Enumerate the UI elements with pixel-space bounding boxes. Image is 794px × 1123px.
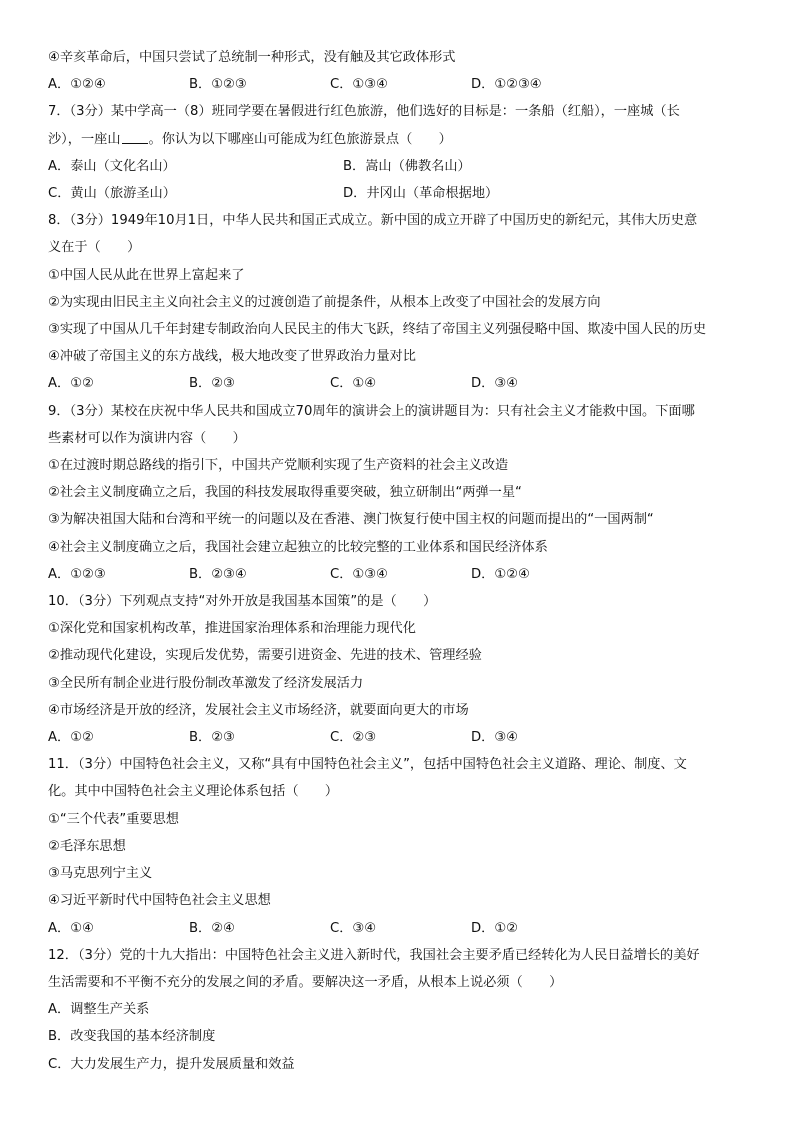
statement-line: ③实现了中国从几千年封建专制政治向人民民主的伟大飞跃，终结了帝国主义列强侵略中国、欺凌中国人民的历史 xyxy=(48,322,707,338)
question-stem-line: 8．（3分）1949年10月1日，中华人民共和国正式成立。新中国的成立开辟了中国历史的新纪元，其伟大历史意 xyxy=(48,213,698,229)
question-10 xyxy=(48,588,754,751)
option-a[interactable]: A．①② xyxy=(48,376,94,392)
statement-line: ④辛亥革命后，中国只尝试了总统制一种形式，没有触及其它政体形式 xyxy=(48,50,456,65)
stem-text: 沙），一座山 xyxy=(48,131,121,147)
answer-options xyxy=(48,153,754,180)
question-6-tail xyxy=(48,44,754,98)
question-9 xyxy=(48,398,754,588)
statement-line: ②社会主义制度确立之后，我国的科技发展取得重要突破，独立研制出“两弹一星“ xyxy=(48,485,522,501)
statement-line: ②毛泽东思想 xyxy=(48,838,126,854)
question-stem-line: 12．（3分）党的十九大指出：中国特色社会主义进入新时代，我国社会主要矛盾已经转化为人民日益增长的美好 xyxy=(48,947,700,963)
answer-options xyxy=(48,561,754,588)
question-12 xyxy=(48,942,754,1078)
option-d[interactable]: D．①②③④ xyxy=(471,77,542,93)
statement-line: ④社会主义制度确立之后，我国社会建立起独立的比较完整的工业体系和国民经济体系 xyxy=(48,539,548,555)
option-a[interactable]: A．调整生产关系 xyxy=(48,1002,150,1018)
option-a[interactable]: A．①④ xyxy=(48,920,94,936)
answer-options xyxy=(48,370,754,397)
statement-line: ④市场经济是开放的经济，发展社会主义市场经济，就要面向更大的市场 xyxy=(48,702,469,718)
question-stem-line: 义在于（ ） xyxy=(48,240,141,256)
statement-line: ④习近平新时代中国特色社会主义思想 xyxy=(48,893,271,909)
option-c[interactable]: C．①③④ xyxy=(330,77,388,93)
statement-line: ②推动现代化建设，实现后发优势，需要引进资金、先进的技术、管理经验 xyxy=(48,648,482,664)
question-stem-line: 化。其中中国特色社会主义理论体系包括（ ） xyxy=(48,784,339,800)
option-b[interactable]: B．②③④ xyxy=(189,566,247,582)
option-d[interactable]: D．③④ xyxy=(471,730,518,746)
option-d[interactable]: D．井冈山（革命根据地） xyxy=(343,186,499,202)
option-d[interactable]: D．①② xyxy=(471,920,518,936)
statement-line: ①中国人民从此在世界上富起来了 xyxy=(48,267,245,283)
statement-line: ①深化党和国家机构改革，推进国家治理体系和治理能力现代化 xyxy=(48,621,416,637)
option-c[interactable]: C．大力发展生产力，提升发展质量和效益 xyxy=(48,1056,295,1072)
option-b[interactable]: B．②③ xyxy=(189,376,235,392)
option-c[interactable]: C．③④ xyxy=(330,920,377,936)
answer-options xyxy=(48,915,754,942)
option-a[interactable]: A．①② xyxy=(48,730,94,746)
question-stem-line: 些素材可以作为演讲内容（ ） xyxy=(48,430,246,446)
fill-in-blank xyxy=(122,129,148,144)
statement-line: ②为实现由旧民主主义向社会主义的过渡创造了前提条件，从根本上改变了中国社会的发展方向 xyxy=(48,294,601,310)
option-b[interactable]: B．改变我国的基本经济制度 xyxy=(48,1029,216,1045)
question-stem-line: 9．（3分）某校在庆祝中华人民共和国成立70周年的演讲会上的演讲题目为：只有社会主义才能救中国。下面哪 xyxy=(48,403,695,419)
question-stem-line: 10．（3分）下列观点支持“对外开放是我国基本国策”的是（ ） xyxy=(48,594,437,610)
question-8 xyxy=(48,207,754,397)
option-c[interactable]: C．①③④ xyxy=(330,566,388,582)
option-b[interactable]: B．嵩山（佛教名山） xyxy=(343,158,471,174)
answer-options xyxy=(48,724,754,751)
question-stem-line: 生活需要和不平衡不充分的发展之间的矛盾。要解决这一矛盾，从根本上说必须（ ） xyxy=(48,974,563,990)
statement-line: ①在过渡时期总路线的指引下，中国共产党顺利实现了生产资料的社会主义改造 xyxy=(48,458,509,474)
option-b[interactable]: B．①②③ xyxy=(189,77,247,93)
statement-line: ③全民所有制企业进行股份制改革激发了经济发展活力 xyxy=(48,675,364,691)
question-stem-line: 7．（3分）某中学高一（8）班同学要在暑假进行红色旅游，他们选好的目标是：一条船（红船），一座城（长 xyxy=(48,104,680,120)
question-11 xyxy=(48,751,754,941)
option-c[interactable]: C．①④ xyxy=(330,376,377,392)
answer-options xyxy=(48,180,754,207)
option-a[interactable]: A．①②③ xyxy=(48,566,106,582)
option-c[interactable]: C．②③ xyxy=(330,730,377,746)
answer-options xyxy=(48,71,754,98)
option-a[interactable]: A．泰山（文化名山） xyxy=(48,158,176,174)
question-stem-line xyxy=(48,126,754,153)
statement-line: ①“三个代表”重要思想 xyxy=(48,811,179,827)
question-stem-line: 11．（3分）中国特色社会主义，又称“具有中国特色社会主义”，包括中国特色社会主义道路、理论、制度、文 xyxy=(48,757,687,773)
option-d[interactable]: D．③④ xyxy=(471,376,518,392)
option-b[interactable]: B．②④ xyxy=(189,920,235,936)
option-d[interactable]: D．①②④ xyxy=(471,566,530,582)
option-a[interactable]: A．①②④ xyxy=(48,77,106,93)
option-c[interactable]: C．黄山（旅游圣山） xyxy=(48,186,176,202)
statement-line: ③为解决祖国大陆和台湾和平统一的问题以及在香港、澳门恢复行使中国主权的问题而提出的“一国两制“ xyxy=(48,512,654,528)
statement-line: ④冲破了帝国主义的东方战线，极大地改变了世界政治力量对比 xyxy=(48,349,416,365)
option-b[interactable]: B．②③ xyxy=(189,730,235,746)
stem-text: 。你认为以下哪座山可能成为红色旅游景点（ ） xyxy=(148,131,452,147)
statement-line: ③马克思列宁主义 xyxy=(48,866,153,882)
question-7 xyxy=(48,98,754,207)
